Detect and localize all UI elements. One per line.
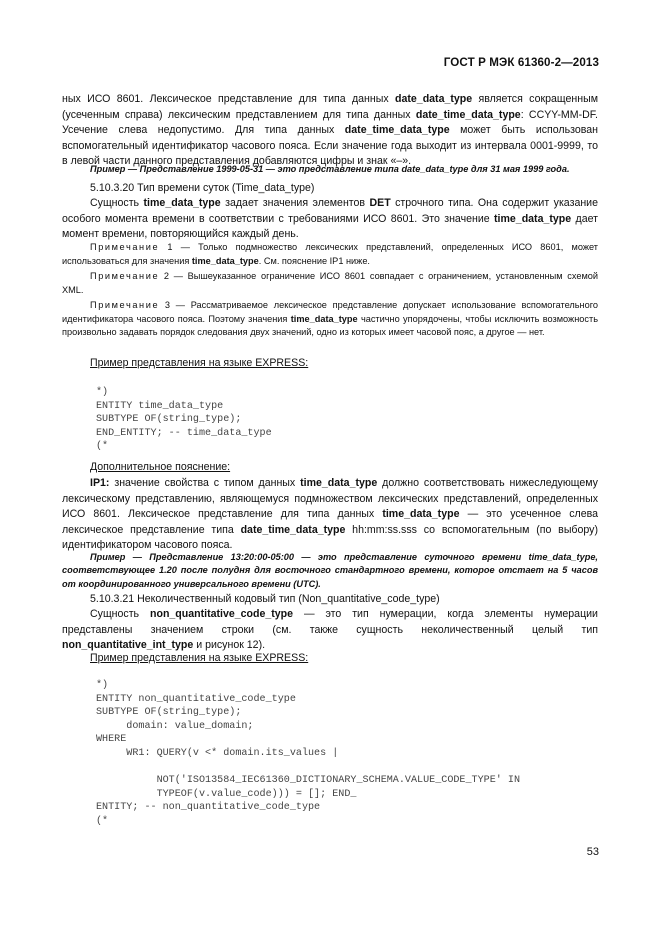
express-example-label-1: Пример представления на языке EXPRESS: [90, 357, 309, 369]
note-1: Примечание 1 — Только подмножество лексических представлений, определенных ИСО 8601, может использоваться для значения time_data_type. См. пояснение IP1 ниже. [62, 242, 598, 266]
example-date: Пример — Представление 1999-05-31 — это представление типа date_data_type для 31 мая 1999 года. [90, 164, 570, 174]
express-code-non-quantitative: *) ENTITY non_quantitative_code_type SUBTYPE OF(string_type); domain: value_domain; WHERE WR1: QUERY(v <* domain.its_values | NOT('ISO13584_IEC61360_DICTIONARY_SCHEMA.VALUE_CODE_TYPE' IN TYPEOF(v.value_code))) = []; END_ ENTITY; -- non_quantitative_code_type (* [96, 680, 521, 827]
section-heading-time-type: 5.10.3.20 Тип времени суток (Time_data_type) [90, 182, 315, 194]
intro-paragraph: ных ИСО 8601. Лексическое представление для типа данных date_data_type является сокращенным (усеченным справа) лексическим представлением для типа данных date_time_data_type: CCYY-MM-DF. Усечение слева недопустимо. Для типа данных date_time_data_type может быть использован вспомогательный идентификатор часового пояса. Если значение года выходит из интервала 0001-9999, то в левой части данного представления добавляются цифры и знак «–». [62, 93, 599, 168]
additional-explanation-label: Дополнительное пояснение: [90, 461, 231, 473]
example-time: Пример — Представление 13:20:00-05:00 — это представление суточного времени time_data_type, соответствующее 1.20 после полудня для восточного стандартного времени, которое отстает на 5 часов от координированного универсального времени (UTC). [62, 552, 598, 589]
code-type-paragraph: Сущность non_quantitative_code_type — это тип нумерации, когда элементы нумерации представлены значением строки (см. также сущность неколичественный целый тип non_quantitative_int_type и рисунок 12). [62, 608, 598, 652]
section-heading-code-type: 5.10.3.21 Неколичественный кодовый тип (Non_quantitative_code_type) [90, 593, 440, 605]
ip1-paragraph: IP1: значение свойства с типом данных time_data_type должно соответствовать нижеследующему лексическому представлению, являющемуся подмножеством лексических представлений, определенных ИСО 8601. Лексическое представление для типа данных time_data_type — это усеченное слева лексическое представление типа date_time_data_type hh:mm:ss.sss со вспомогательным (по выбору) идентификатором часового пояса. [62, 477, 598, 552]
document-header: ГОСТ Р МЭК 61360-2—2013 [443, 56, 599, 69]
note-2: Примечание 2 — Вышеуказанное ограничение ИСО 8601 совпадает с ограничением, установленным схемой XML. [62, 271, 599, 295]
note-3: Примечание 3 — Рассматриваемое лексическое представление допускает использование вспомогательного идентификатора часового пояса. Поэтому значения time_data_type частично упорядочены, чтобы исключить возможность произвольно задавать порядок следования двух значений, одно из которых имеет часовой пояс, а другое — нет. [62, 300, 598, 338]
express-example-label-2: Пример представления на языке EXPRESS: [90, 652, 309, 664]
page-number: 53 [586, 846, 599, 858]
express-code-time-type: *) ENTITY time_data_type SUBTYPE OF(string_type); END_ENTITY; -- time_data_type (* [96, 387, 272, 453]
time-type-paragraph: Сущность time_data_type задает значения элементов DET строчного типа. Она содержит указание особого момента времени в соответствии с требованиями ИСО 8601. Это значение time_data_type дает момент времени, повторяющийся каждый день. [62, 197, 598, 241]
